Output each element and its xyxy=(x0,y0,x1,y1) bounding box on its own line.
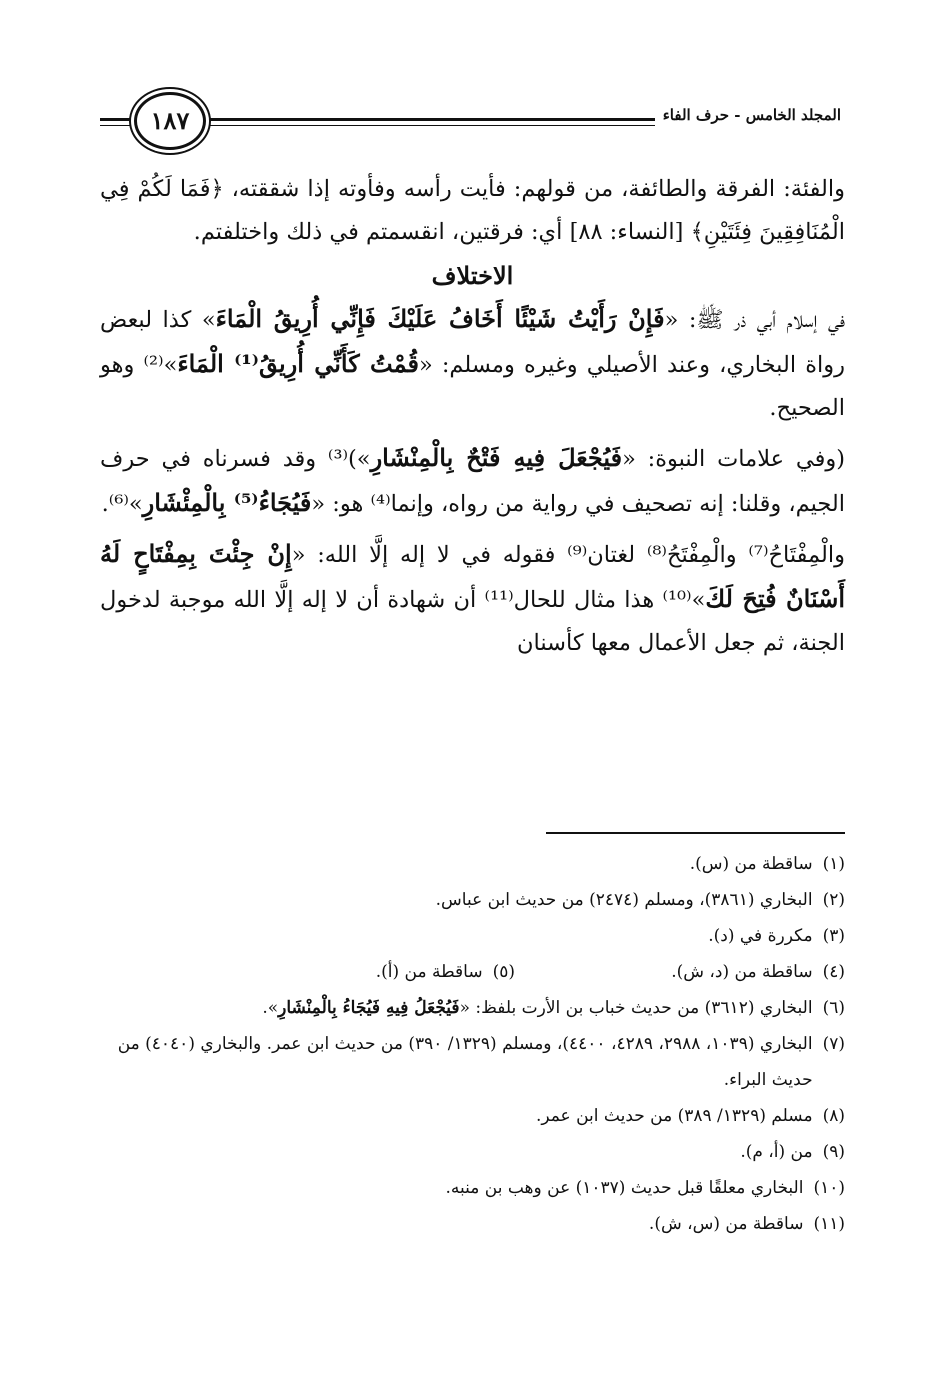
text-run: »⁽²⁾ وهو الصحيح. xyxy=(100,352,845,421)
hadith-quote: قُمْتُ كَأَنِّي أُرِيقُ⁽¹⁾ الْمَاءَ xyxy=(177,349,419,378)
footnote-number: (٩) xyxy=(822,1142,845,1162)
footnote-text: مسلم (١٣٢٩/ ٣٨٩) من حديث ابن عمر. xyxy=(535,1106,813,1126)
footnote-10 xyxy=(100,1170,845,1206)
paragraph-miftah xyxy=(100,532,845,665)
footnote-number: (١) xyxy=(822,854,845,874)
footnote-number: (٤) xyxy=(822,962,845,982)
text-run: »)⁽³⁾ وقد فسرناه في حرف الجيم، وقلنا: إنه تصحيف في رواية من رواه، وإنما⁽⁴⁾ هو: « xyxy=(100,446,845,517)
hadith-quote: فَإِنْ رَأَيْتُ شَيْئًا أَخَافُ عَلَيْكَ فَإِنِّي أُرِيقُ الْمَاءَ xyxy=(215,304,665,333)
hadith-quote: فَيُجْعَلُ فِيهِ فَيُجَاءُ بِالْمِنْشَارِ xyxy=(278,998,460,1018)
footnote-text: ساقطة من (س). xyxy=(689,854,813,874)
text-run: »⁽⁶⁾. xyxy=(101,491,143,517)
footnote-pair xyxy=(100,954,845,990)
footnote-11 xyxy=(100,1206,845,1242)
page-number: ١٨٧ xyxy=(134,92,206,150)
footnote-number: (٦) xyxy=(822,998,845,1018)
footnote-3 xyxy=(100,918,845,954)
footnote-text: مكررة في (د). xyxy=(708,926,813,946)
page-header xyxy=(100,92,845,146)
footnote-7 xyxy=(100,1026,845,1098)
footnote-5 xyxy=(185,954,515,990)
footnote-4 xyxy=(515,954,845,990)
running-title: المجلد الخامس - حرف الفاء xyxy=(655,100,845,130)
section-heading: الاختلاف xyxy=(431,261,514,290)
footnote-1 xyxy=(100,846,845,882)
hadith-quote: فَيُجَاءُ⁽⁵⁾ بِالْمِئْشَارِ xyxy=(142,488,312,517)
paragraph-fia: والفئة: الفرقة والطائفة، من قولهم: فأيت رأسه وفأوته إذا شققته، ﴿فَمَا لَكُمْ فِي الْمُنَافِقِينَ فِئَتَيْنِ﴾ [النساء: ٨٨] أي: فرقتين، انقسمتم في ذلك واختلفتم. xyxy=(100,176,845,245)
footnote-text: البخاري (١٠٣٩، ٢٩٨٨، ٤٢٨٩، ٤٤٠٠)، ومسلم (١٣٢٩/ ٣٩٠) من حديث ابن عمر. والبخاري (٤٠٤٠) من حديث البراء. xyxy=(117,1034,813,1090)
footnote-number: (١١) xyxy=(813,1214,845,1234)
footnote-number: (٧) xyxy=(822,1034,845,1054)
text-run: » كذا لبعض رواة البخاري، وعند الأصيلي وغيره ومسلم: « xyxy=(100,307,845,378)
paragraph-alamat-nubuwwa xyxy=(100,436,845,526)
footnote-text: من (أ، م). xyxy=(740,1142,813,1162)
footnote-2 xyxy=(100,882,845,918)
text-run: (وفي علامات النبوة: « xyxy=(622,446,845,472)
text-run: في إسلام أبي ذر ﷺ: « xyxy=(664,307,845,333)
footnote-number: (٨) xyxy=(822,1106,845,1126)
footnote-text: ساقطة من (د، ش). xyxy=(671,962,813,982)
footnote-text: ساقطة من (س، ش). xyxy=(648,1214,804,1234)
footnote-text: ساقطة من (أ). xyxy=(375,962,483,982)
text-run: والْمِفْتَاحُ⁽⁷⁾ والْمِفْتَحُ⁽⁸⁾ لغتان⁽⁹⁾ فقوله في لا إله إلَّا الله: « xyxy=(291,542,845,568)
hadith-quote: فَيُجْعَلَ فِيهِ فَتْحٌ بِالْمِنْشَارِ xyxy=(370,443,623,472)
footnote-6 xyxy=(100,990,845,1026)
footnote-text: البخاري معلقًا قبل حديث (١٠٣٧) عن وهب بن منبه. xyxy=(445,1178,804,1198)
text-run: البخاري (٣٦١٢) من حديث خباب بن الأرت بلفظ: « xyxy=(459,998,813,1018)
footnote-number: (١٠) xyxy=(813,1178,845,1198)
footnotes xyxy=(100,846,845,1242)
paragraph-islam-abi-dharr xyxy=(100,297,845,430)
footnote-number: (٥) xyxy=(492,962,515,982)
text-run: ». xyxy=(262,998,279,1018)
footnote-text xyxy=(100,990,813,1026)
footnote-text: البخاري (٣٨٦١)، ومسلم (٢٤٧٤) من حديث ابن عباس. xyxy=(435,890,813,910)
footnote-8 xyxy=(100,1098,845,1134)
text-run: »⁽¹⁰⁾ هذا مثال للحال⁽¹¹⁾ أن شهادة أن لا إله إلَّا الله موجبة لدخول الجنة، ثم جعل الأعمال معها كأسنان xyxy=(100,587,845,656)
footnote-number: (٢) xyxy=(822,890,845,910)
main-text xyxy=(100,168,845,665)
hadith-quote: إِنْ جِئْتَ بِمِفْتَاحٍ لَهُ أَسْنَانٌ فُتِحَ لَكَ xyxy=(100,539,845,613)
footnote-9 xyxy=(100,1134,845,1170)
footnote-separator xyxy=(546,832,845,834)
footnote-number: (٣) xyxy=(822,926,845,946)
